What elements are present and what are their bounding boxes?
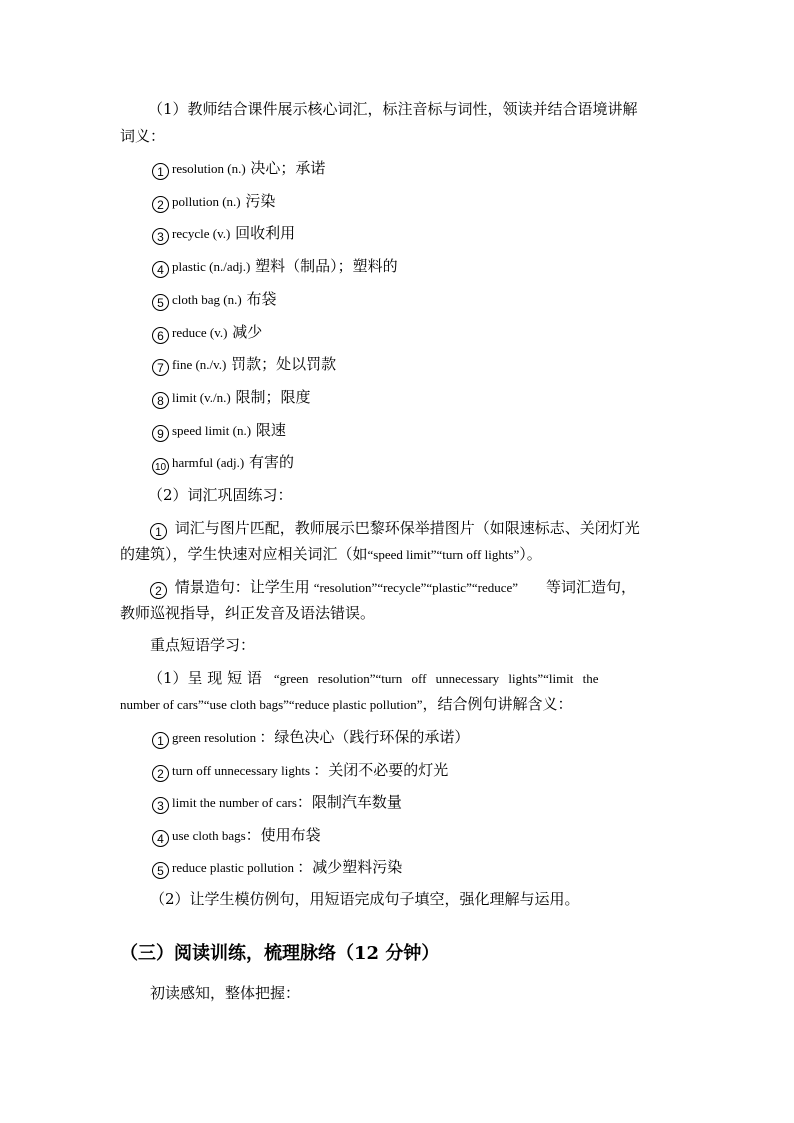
vocab-chinese: 塑料（制品）；塑料的 [250, 257, 398, 276]
circled-number: 2 [152, 196, 169, 213]
phrase-intro-en-2: number of cars”“use cloth bags”“reduce plastic pollution” [120, 697, 423, 712]
circled-number: 5 [152, 294, 169, 311]
circled-number: 1 [152, 163, 169, 180]
phrase-item [152, 857, 402, 879]
vocab-item [152, 191, 275, 213]
phrase-english: turn off unnecessary lights [172, 762, 314, 778]
vocab-chinese: 减少 [227, 322, 263, 341]
vocab-english: recycle (v.) [172, 226, 231, 242]
circled-number: 5 [152, 862, 169, 879]
vocab-chinese: 决心；承诺 [245, 159, 326, 177]
practice-item-1-zh1: 的建筑），学生快速对应相关词汇（如 [120, 545, 368, 563]
vocab-item [152, 420, 286, 442]
phrase-item [152, 727, 469, 749]
practice-item-1-text: 词汇与图片匹配，教师展示巴黎环保举措图片（如限速标志、关闭灯光 [170, 519, 640, 537]
practice-title: （2）词汇巩固练习： [148, 486, 293, 504]
vocab-english: resolution (n.) [172, 161, 246, 176]
vocab-item [152, 452, 294, 475]
circled-number: 8 [152, 392, 169, 409]
vocab-english: fine (n./v.) [172, 357, 227, 373]
vocab-item [152, 158, 325, 180]
circled-number: 6 [152, 327, 169, 344]
vocab-chinese: 限制；限度 [230, 387, 311, 406]
circled-number: 2 [150, 582, 167, 599]
phrase-intro-en: “green resolution”“turn off unnecessary lights”“limit the [273, 671, 599, 686]
circled-number: 1 [150, 523, 167, 540]
phrase-chinese: ：关闭不必要的灯光 [313, 760, 449, 779]
practice-item-1-en: “speed limit”“turn off lights” [367, 547, 520, 562]
vocab-english: reduce (v.) [172, 324, 228, 340]
vocab-english: pollution (n.) [172, 193, 241, 209]
practice-item-1-line1 [150, 518, 640, 540]
phrase-intro-line1 [148, 668, 599, 689]
circled-number: 10 [152, 458, 169, 475]
circled-number: 4 [152, 261, 169, 278]
vocab-item [152, 322, 262, 344]
vocab-item [152, 289, 276, 311]
section-heading: （三）阅读训练，梳理脉络（12 分钟） [120, 943, 440, 964]
phrase-english: reduce plastic pollution [172, 860, 298, 875]
circled-number: 4 [152, 830, 169, 847]
practice-item-2-zh1: 情景造句：让学生用 [170, 578, 310, 596]
circled-number: 2 [152, 765, 169, 782]
vocab-chinese: 有害的 [244, 453, 294, 472]
practice-item-2-line2: 教师巡视指导，纠正发音及语法错误。 [120, 604, 376, 622]
vocab-item [152, 223, 295, 245]
phrase-item [152, 792, 402, 814]
phrase-intro-line2 [120, 694, 573, 715]
phrase-step2: （2）让学生模仿例句，用短语完成句子填空，强化理解与运用。 [150, 890, 580, 908]
phrase-item [152, 825, 321, 847]
vocab-item [152, 256, 398, 278]
circled-number: 3 [152, 228, 169, 245]
circled-number: 1 [152, 732, 169, 749]
phrase-chinese: ：绿色决心（践行环保的承诺） [259, 728, 470, 746]
vocab-english: plastic (n./adj.) [172, 259, 251, 275]
phrase-intro-zh: （1）呈 现 短 语 [148, 669, 262, 687]
vocab-chinese: 污染 [240, 191, 276, 210]
vocab-item [152, 354, 336, 376]
phrase-english: use cloth bags [172, 827, 246, 843]
practice-item-1-line2 [120, 544, 542, 565]
intro-step1-line1: （1）教师结合课件展示核心词汇，标注音标与词性，领读并结合语境讲解 [148, 100, 638, 118]
circled-number: 9 [152, 425, 169, 442]
reading-intro: 初读感知，整体把握： [150, 984, 301, 1002]
vocab-english: harmful (adj.) [172, 455, 245, 471]
practice-item-1-zh2: ）。 [519, 545, 542, 563]
circled-number: 7 [152, 359, 169, 376]
vocab-item [152, 387, 311, 409]
circled-number: 3 [152, 797, 169, 814]
vocab-english: speed limit (n.) [172, 422, 252, 438]
practice-item-2-zh2: 等词汇造句， [546, 578, 637, 596]
vocab-chinese: 布袋 [241, 289, 277, 308]
phrase-title: 重点短语学习： [150, 636, 256, 654]
vocab-chinese: 限速 [251, 420, 286, 439]
phrase-intro-zh-2: ，结合例句讲解含义： [422, 695, 573, 713]
practice-item-2-en: “resolution”“recycle”“plastic”“reduce” [313, 580, 519, 595]
phrase-chinese: ：减少塑料污染 [297, 858, 403, 876]
phrase-chinese: ：限制汽车数量 [296, 793, 402, 811]
phrase-english: limit the number of cars [172, 795, 297, 810]
phrase-chinese: ：使用布袋 [245, 825, 321, 844]
vocab-english: limit (v./n.) [172, 389, 231, 405]
vocab-chinese: 罚款；处以罚款 [226, 355, 337, 374]
practice-item-2-line1 [150, 577, 636, 599]
vocab-chinese: 回收利用 [230, 224, 296, 243]
phrase-item [152, 760, 448, 782]
vocab-english: cloth bag (n.) [172, 291, 242, 307]
phrase-english: green resolution [172, 730, 260, 745]
intro-step1-line2: 词义： [120, 127, 166, 145]
